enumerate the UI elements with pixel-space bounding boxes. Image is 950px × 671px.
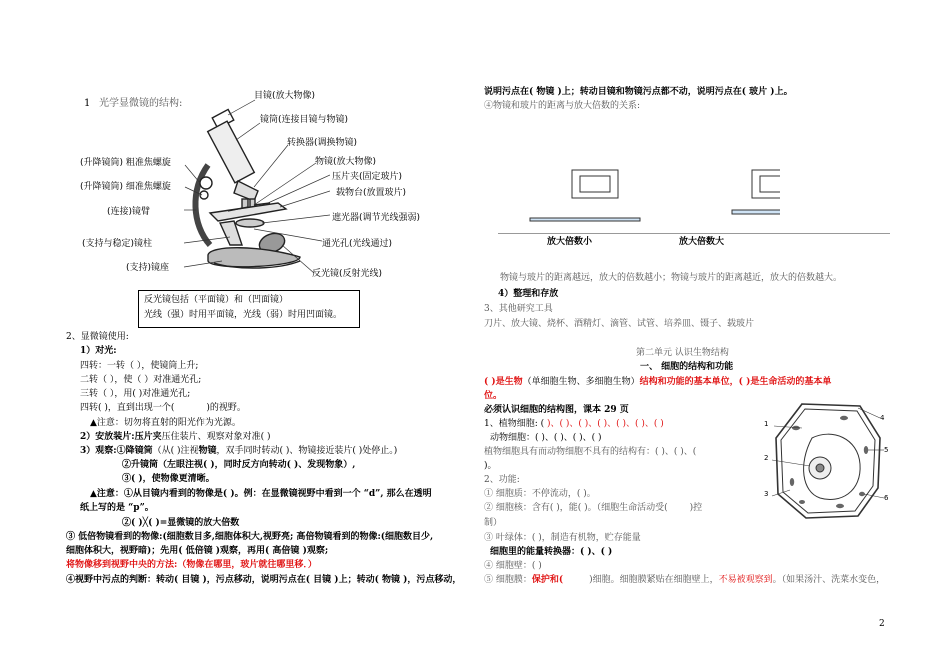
note-inverted-image: ▲注意：①从目镜内看到的物像是( )。例：在显微镜视野中看到一个 “d”, 那么在透明 [90,489,432,499]
step-lower-tube-d: 物镜 [198,446,217,456]
func-nucleus-a: ② 细胞核：含有( )，能( )。（细胞生命活动受( [484,503,668,513]
unit2-title: 第二单元 认识生物结构 [636,348,729,358]
unit2-subtitle: 一、 细胞的结构和功能 [640,362,734,372]
label-objective: 物镜(放大物像) [315,157,377,167]
section-heading: 光学显微镜的结构: [99,98,183,109]
step-fine-focus: ③( )，使物像更清晰。 [122,474,215,484]
unit2-intro [484,376,831,388]
page-number: 2 [879,619,885,629]
animal-cell-parts: 动物细胞：( )、( )、( )、( ) [490,433,602,443]
plant-cell-label: 1、植物细胞: ( [484,419,545,429]
label-base: (支持)镜座 [126,263,170,273]
diagram-divider [498,233,890,234]
four-turns-3: 三转（ ），用( )对准通光孔; [80,389,191,399]
note-sunlight: ▲注意：切勿将直射的阳光作为光源。 [90,418,241,428]
func-cell-membrane-text: )细胞。细胞膜紧贴在细胞壁上， [589,575,719,585]
label-stage: 载物台(放置玻片) [336,188,407,198]
func-cell-membrane [484,574,885,586]
mirror-note-line2: 光线（强）时用平面镜，光线（弱）时用凹面镜。 [144,310,343,320]
step-mount-slide-rest: 压住装片、观察对象对准( ) [161,432,271,442]
step-mount-clip: 压片夹 [134,432,162,442]
distance-title: ④物镜和玻片的距离与放大倍数的关系: [484,101,641,111]
label-low-magnification: 放大倍数小 [547,237,593,247]
label-nosepiece: 转换器(调换物镜) [287,138,358,148]
func-cell-wall: ④ 细胞壁：( ) [484,561,542,571]
other-tools-title: 3、其他研究工具 [484,304,553,314]
mirror-note-line1: 反光镜包括（平面镜）和（凹面镜） [144,295,289,305]
intro-c: 结构和功能的基本单位，( )是生命活动的基本单 [639,377,832,387]
cell-num-2: 2 [764,454,769,462]
step-lower-tube-e: ，双手同时转动( )、物镜接近装片( )处停止。) [216,446,398,456]
stain-judgment-2: 说明污点在( 物镜 )上；转动目镜和物镜污点都不动，说明污点在( 玻片 )上。 [484,87,793,97]
plant-only-structures: 植物细胞具有而动物细胞不具有的结构有：( )、( )、( [484,447,697,457]
func-nucleus-2: 制） [484,518,503,528]
label-mirror: 反光镜(反射光线) [312,269,383,279]
label-fine: (升降镜筒) 细准焦螺旋 [80,182,171,192]
func-cell-membrane-label: ⑤ 细胞膜： [484,575,532,585]
four-turns-4 [80,402,246,414]
stain-judgment-1: ④视野中污点的判断：转动( 目镜 )，污点移动，说明污点在( 目镜 )上；转动( 物镜 )，污点移动， [66,575,462,585]
label-high-magnification: 放大倍数大 [679,237,725,247]
cell-num-5: 5 [884,446,889,454]
func-cell-membrane-tail: 。（如果汤汁、洗菜水变色， [772,575,886,585]
four-turns-4a: 四转( )，直到出现一个( [80,403,175,413]
low-high-power-2: 细胞体积大，视野暗)；先用( 低倍镜 )观察，再用( 高倍镜 )观察; [66,546,329,556]
plant-cell-blanks: )、( )、( )、( )、( )、( )、( ) [544,419,664,429]
energy-converters: 细胞里的能量转换器：( )、( ) [490,547,613,557]
functions-title: 2、功能: [484,475,520,485]
step-raise-tube: ②升镜筒（左眼注视( )，同时反方向转动( )、发现物象）, [122,460,356,470]
label-tube: 镜筒(连接目镜与物镜) [260,115,349,125]
note-inverted-image-2: 纸上写的是 “p”。 [80,503,154,513]
must-know-diagram: 必须认识细胞的结构图，课本 29 页 [484,405,629,415]
cell-num-3: 3 [764,490,769,498]
label-clip: 压片夹(固定玻片) [332,172,403,182]
other-tools-list: 刀片、放大镜、烧杯、酒精灯、滴管、试管、培养皿、镊子、载玻片 [484,319,755,329]
section-heading-number: 1 [84,98,91,109]
label-coarse: (升降镜筒) 粗准焦螺旋 [80,158,171,168]
func-chloroplast: ③ 叶绿体：( )，制造有机物，贮存能量 [484,533,641,543]
step-store: 4）整理和存放 [498,289,559,299]
four-turns-4b: )的视野。 [206,403,246,413]
four-turns-2: 二转（ ），使（ ）对准通光孔; [80,375,202,385]
usage-title: 2、显微镜使用: [66,332,129,342]
func-nucleus-b: )控 [689,503,703,513]
cell-num-1: 1 [764,420,769,428]
four-turns-1: 四转：一转（ ），使镜筒上升; [80,361,199,371]
step-observe-label: 3）观察: [80,446,117,456]
cell-num-4: 4 [880,414,885,422]
label-pillar: (支持与稳定)镜柱 [82,239,153,249]
label-arm: (连接)镜臂 [107,207,151,217]
step-observe [80,445,397,457]
step-lower-tube: ①降镜筒 [116,446,153,456]
distance-diagram [520,160,780,222]
plant-only-structures-2: )。 [484,461,497,471]
intro-a: ( )是生物 [484,377,523,387]
label-diaphragm: 遮光器(调节光线强弱) [332,213,421,223]
unit2-intro-2: 位。 [484,391,503,401]
step-focus-light: 1）对光: [80,346,117,356]
label-hole: 通光孔(光线通过) [322,239,393,249]
low-high-power-1: ③ 低倍物镜看到的物像:(细胞数目多,细胞体积大,视野亮; 高倍物镜看到的物像:(细胞数目少, [66,532,434,542]
distance-rule: 物镜与玻片的距离越远，放大的倍数越小；物镜与玻片的距离越近，放大的倍数越大。 [500,273,843,283]
func-cell-membrane-hard: 不易被观察到 [718,575,773,585]
func-cytoplasm: ① 细胞质：不停流动，( )。 [484,489,596,499]
label-eyepiece: 目镜(放大物像) [254,91,316,101]
plant-cell-parts [484,418,664,430]
magnification-formula: ②( )╳( )=显微镜的放大倍数 [122,518,240,528]
step-mount-slide-label: 2）安放装片: [80,432,135,442]
cell-num-6: 6 [884,494,889,502]
plant-cell-diagram [762,398,892,526]
func-cell-membrane-protect: 保护和( [531,575,564,585]
step-mount-slide [80,431,271,443]
step-lower-tube-c: （从( )注视 [152,446,199,456]
intro-b: （单细胞生物、多细胞生物） [522,377,640,387]
move-image-rule: 将物像移到视野中央的方法:（物像在哪里，玻片就往哪里移．） [66,560,317,570]
func-nucleus [484,502,702,514]
